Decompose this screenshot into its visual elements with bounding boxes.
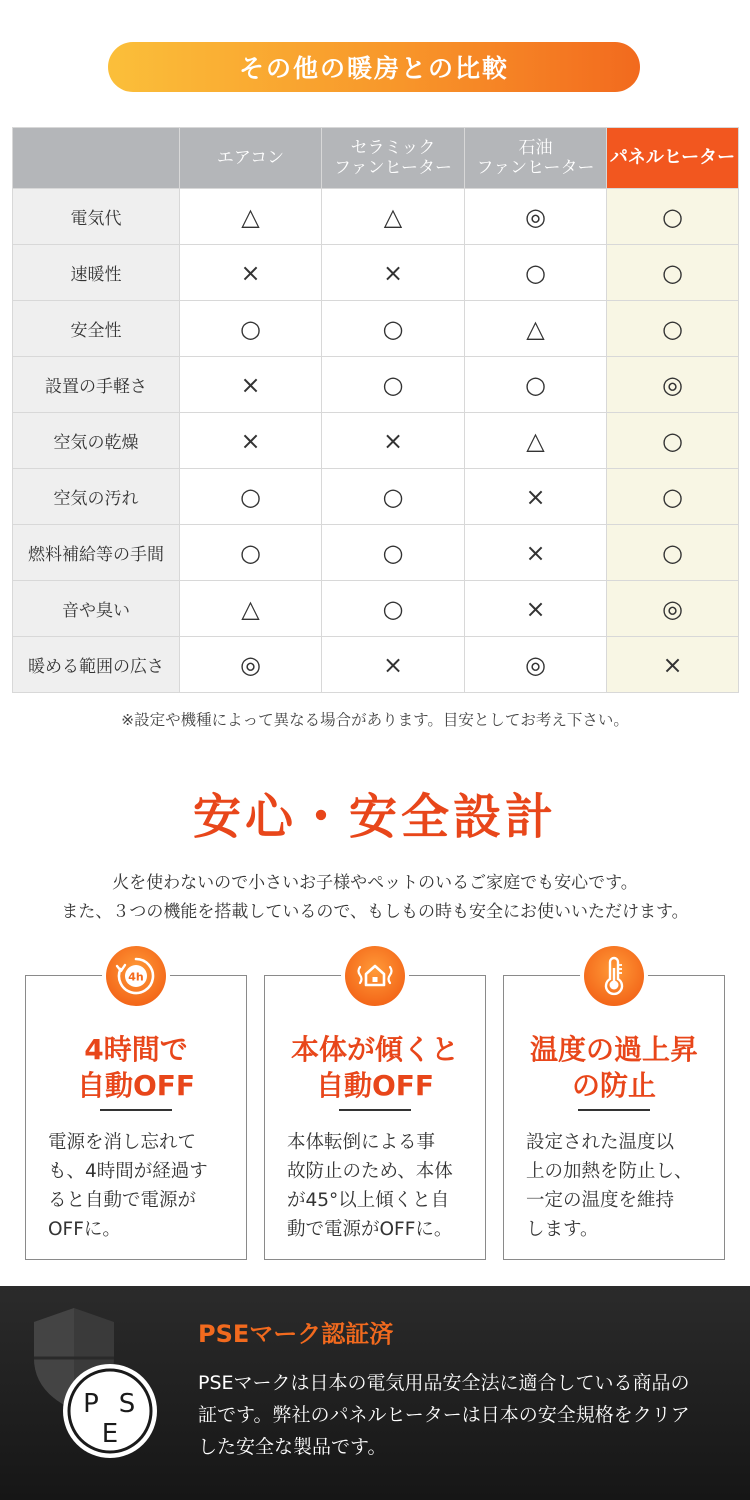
row-label: 空気の汚れ xyxy=(13,469,180,525)
rating-symbol: △ xyxy=(383,202,403,231)
table-row xyxy=(13,189,739,245)
table-cell xyxy=(180,301,322,357)
table-cell xyxy=(180,581,322,637)
card-divider xyxy=(339,1109,411,1111)
rating-symbol: △ xyxy=(241,202,260,231)
table-cell xyxy=(465,245,607,301)
pse-body: PSEマークは日本の電気用品安全法に適合している商品の 証です。弊社のパネルヒーターは日本の安全規格をクリア した安全な製品です。 xyxy=(198,1372,690,1458)
table-cell xyxy=(180,525,322,581)
card-title: 4時間で 自動OFF xyxy=(76,1033,196,1102)
rating-symbol: △ xyxy=(526,314,545,343)
rating-symbol: ◎ xyxy=(662,594,683,623)
rating-symbol: ○ xyxy=(382,370,404,399)
table-cell xyxy=(322,525,465,581)
card-title: 本体が傾くと 自動OFF xyxy=(290,1033,459,1102)
card-divider xyxy=(578,1109,650,1111)
column-header-highlight: パネルヒーター xyxy=(607,128,739,189)
row-label: 設置の手軽さ xyxy=(13,357,180,413)
table-cell xyxy=(322,581,465,637)
table-cell xyxy=(180,357,322,413)
row-label: 燃料補給等の手間 xyxy=(13,525,180,581)
table-cell xyxy=(322,469,465,525)
comparison-title-banner xyxy=(108,42,640,92)
table-cell xyxy=(322,357,465,413)
table-cell xyxy=(465,189,607,245)
card-title: 温度の過上昇 の防止 xyxy=(529,1033,698,1102)
rating-symbol: ○ xyxy=(240,482,261,511)
rating-symbol: ○ xyxy=(240,538,261,567)
rating-symbol: × xyxy=(240,426,261,455)
rating-symbol: ◎ xyxy=(525,650,546,679)
table-cell-highlight xyxy=(607,525,739,581)
table-row xyxy=(13,637,739,693)
rating-symbol: × xyxy=(240,370,261,399)
row-label: 電気代 xyxy=(13,189,180,245)
row-label: 速暖性 xyxy=(13,245,180,301)
table-cell xyxy=(180,245,322,301)
table-cell-highlight xyxy=(607,469,739,525)
rating-symbol: ○ xyxy=(525,370,546,399)
svg-text:E: E xyxy=(101,1419,119,1449)
rating-symbol: △ xyxy=(241,594,260,623)
rating-symbol: ○ xyxy=(240,314,261,343)
svg-text:4h: 4h xyxy=(128,970,144,984)
svg-text:P: P xyxy=(83,1389,99,1419)
intro-line: また、３つの機能を搭載しているので、もしもの時も安全にお使いいただけます。 xyxy=(61,902,689,922)
rating-symbol: ○ xyxy=(662,482,683,511)
rating-symbol: ○ xyxy=(382,314,404,343)
column-header: エアコン xyxy=(180,128,322,189)
rating-symbol: × xyxy=(525,482,546,511)
table-cell-highlight xyxy=(607,413,739,469)
rating-symbol: ○ xyxy=(382,482,404,511)
table-row xyxy=(13,245,739,301)
intro-line: 火を使わないので小さいお子様やペットのいるご家庭でも安心です。 xyxy=(112,873,638,893)
comparison-note: ※設定や機種によって異なる場合があります。目安としてお考え下さい。 xyxy=(121,711,629,729)
table-row xyxy=(13,357,739,413)
table-cell xyxy=(465,413,607,469)
table-cell xyxy=(465,637,607,693)
comparison-title: その他の暖房との比較 xyxy=(238,54,509,83)
table-cell-highlight xyxy=(607,581,739,637)
table-cell xyxy=(180,189,322,245)
table-cell xyxy=(180,469,322,525)
table-cell xyxy=(322,637,465,693)
rating-symbol: ○ xyxy=(662,426,683,455)
rating-symbol: × xyxy=(525,538,546,567)
table-row xyxy=(13,413,739,469)
card-body: 設定された温度以 上の加熱を防止し、 一定の温度を維持 します。 xyxy=(526,1132,693,1240)
table-cell-highlight xyxy=(607,637,739,693)
column-header: セラミック ファンヒーター xyxy=(322,128,465,189)
table-cell xyxy=(465,525,607,581)
table-cell xyxy=(180,637,322,693)
card-divider xyxy=(100,1109,172,1111)
table-cell xyxy=(322,413,465,469)
table-cell xyxy=(322,189,465,245)
rating-symbol: ○ xyxy=(382,538,404,567)
table-cell-highlight xyxy=(607,357,739,413)
rating-symbol: ○ xyxy=(662,314,683,343)
table-header-row xyxy=(13,128,739,189)
table-row xyxy=(13,525,739,581)
table-cell xyxy=(465,469,607,525)
table-row xyxy=(13,581,739,637)
rating-symbol: ○ xyxy=(382,594,404,623)
table-corner xyxy=(13,128,180,189)
rating-symbol: △ xyxy=(526,426,545,455)
rating-symbol: ◎ xyxy=(662,370,683,399)
card-body: 本体転倒による事 故防止のため、本体 が45°以上傾くと自 動で電源がOFFに。 xyxy=(287,1132,453,1240)
comparison-table xyxy=(12,127,739,693)
svg-text:S: S xyxy=(118,1389,136,1419)
rating-symbol: × xyxy=(240,258,261,287)
rating-symbol: × xyxy=(662,650,683,679)
rating-symbol: ○ xyxy=(662,538,683,567)
table-cell xyxy=(322,301,465,357)
house-tilt-icon xyxy=(341,942,409,1010)
safety-intro xyxy=(0,869,750,927)
row-label: 暖める範囲の広さ xyxy=(13,637,180,693)
column-header: 石油 ファンヒーター xyxy=(465,128,607,189)
row-label: 安全性 xyxy=(13,301,180,357)
table-cell xyxy=(180,413,322,469)
pse-mark-icon xyxy=(61,1362,159,1460)
feature-card-tilt xyxy=(264,975,486,1260)
pse-title: PSEマーク認証済 xyxy=(198,1320,394,1348)
thermometer-icon xyxy=(580,942,648,1010)
table-cell-highlight xyxy=(607,245,739,301)
table-cell xyxy=(465,581,607,637)
safety-heading: 安心・安全設計 xyxy=(192,789,557,845)
rating-symbol: ◎ xyxy=(240,650,261,679)
feature-card-timer xyxy=(25,975,247,1260)
table-cell-highlight xyxy=(607,301,739,357)
timer-4h-icon xyxy=(102,942,170,1010)
table-cell xyxy=(465,301,607,357)
rating-symbol: × xyxy=(382,258,404,287)
table-cell-highlight xyxy=(607,189,739,245)
rating-symbol: ◎ xyxy=(525,202,546,231)
rating-symbol: ○ xyxy=(662,202,683,231)
feature-card-overheat xyxy=(503,975,725,1260)
table-row xyxy=(13,301,739,357)
row-label: 音や臭い xyxy=(13,581,180,637)
rating-symbol: ○ xyxy=(525,258,546,287)
table-cell xyxy=(322,245,465,301)
card-body: 電源を消し忘れて も、4時間が経過す ると自動で電源が OFFに。 xyxy=(48,1132,208,1240)
rating-symbol: × xyxy=(382,650,404,679)
rating-symbol: ○ xyxy=(662,258,683,287)
table-row xyxy=(13,469,739,525)
table-cell xyxy=(465,357,607,413)
rating-symbol: × xyxy=(525,594,546,623)
row-label: 空気の乾燥 xyxy=(13,413,180,469)
rating-symbol: × xyxy=(382,426,404,455)
